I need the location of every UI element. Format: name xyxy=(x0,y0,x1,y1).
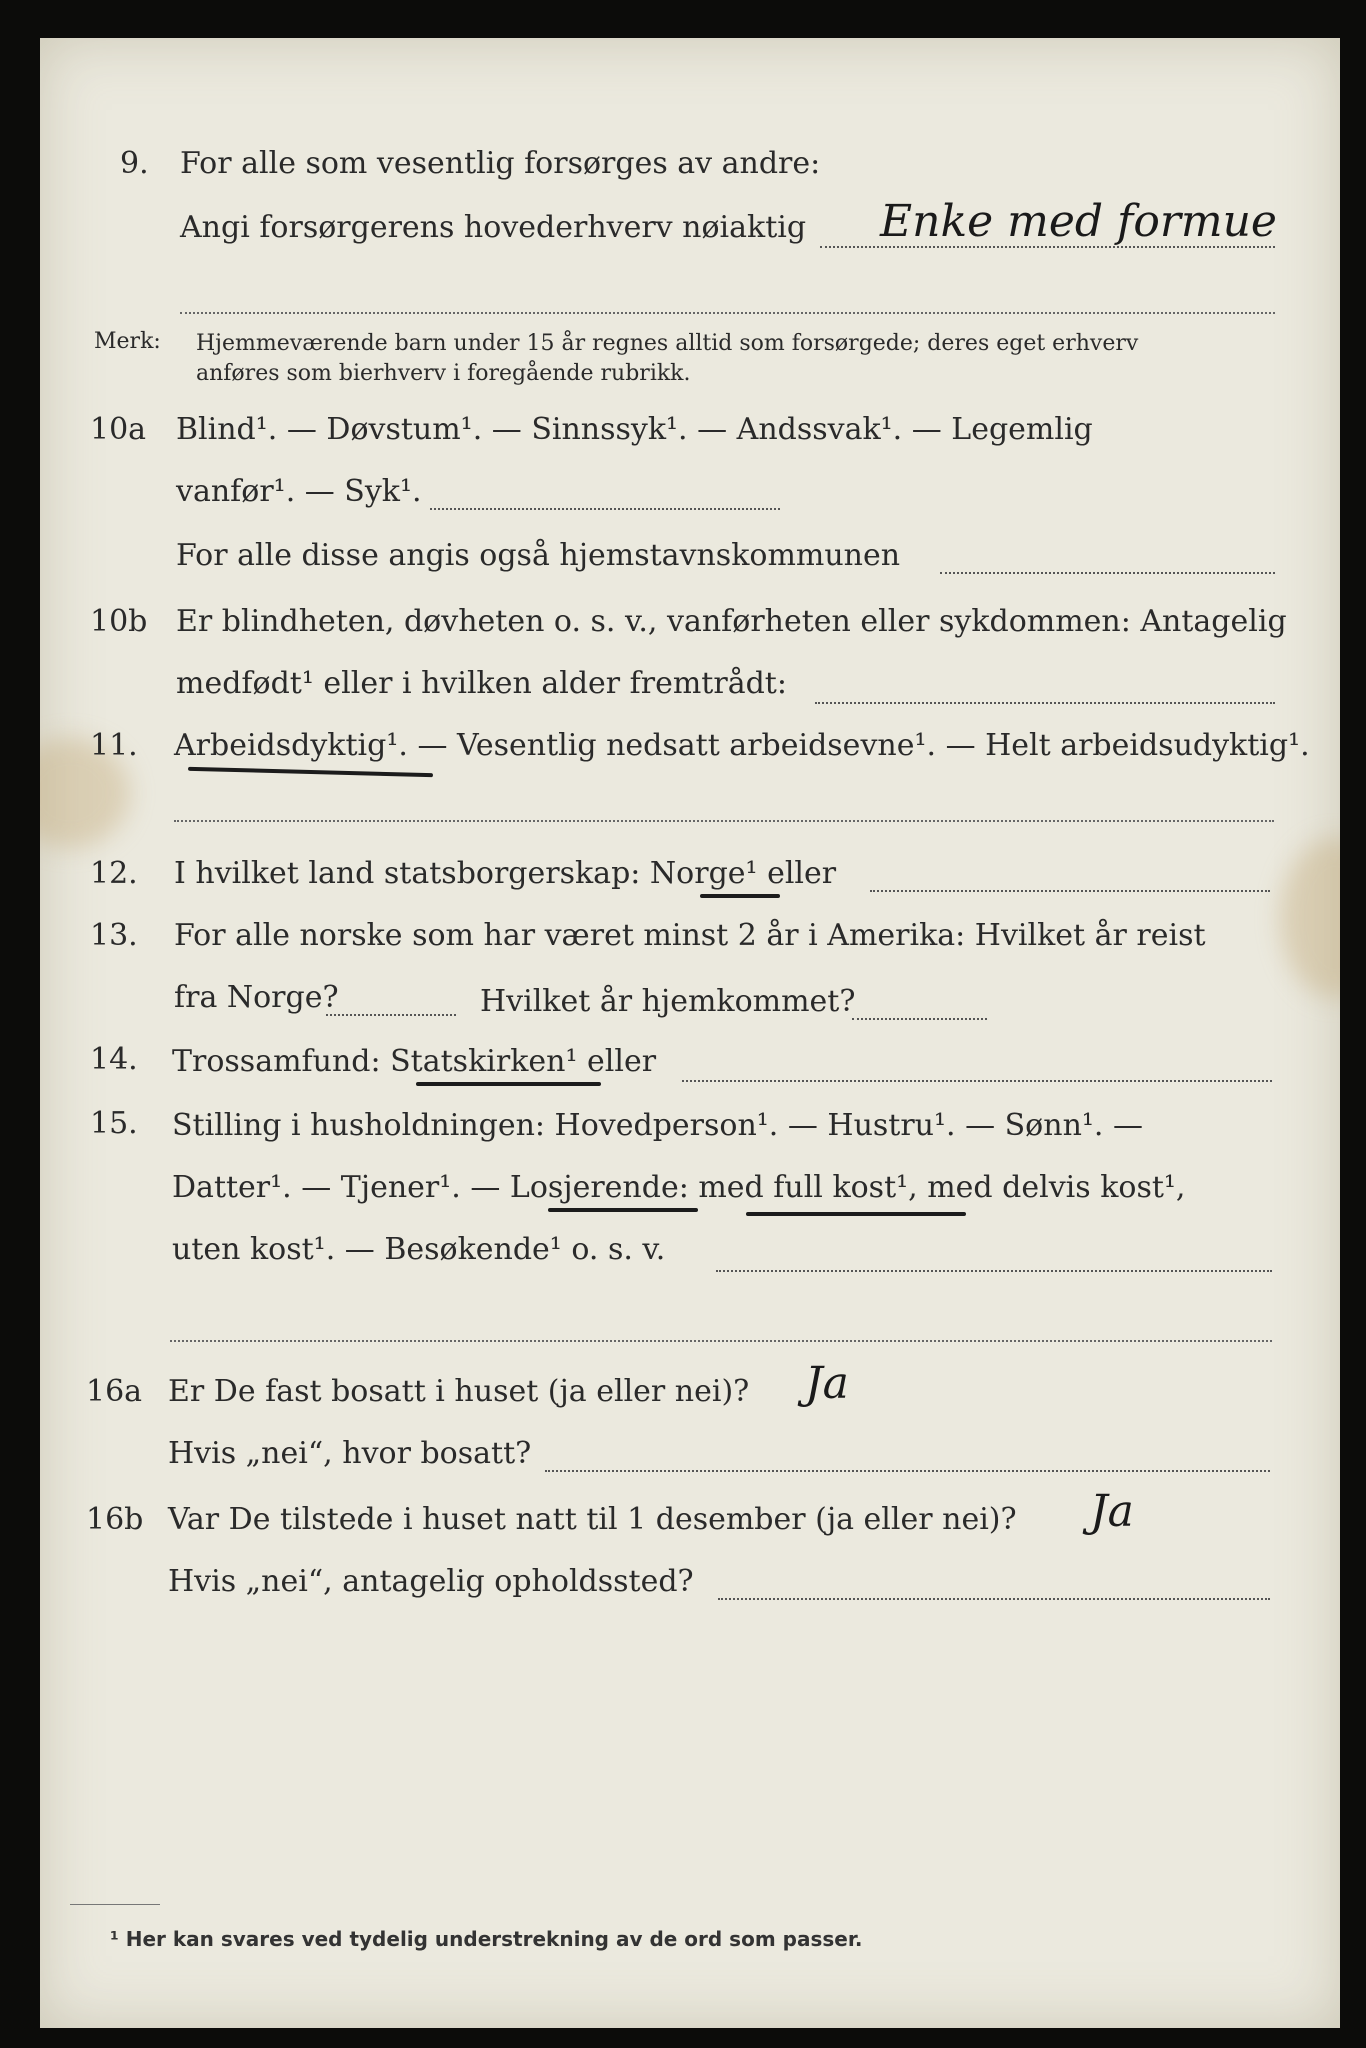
q11-extra-line xyxy=(174,820,1274,822)
q11-underline-arbeidsdyktig xyxy=(188,767,433,777)
q12-line1: I hvilket land statsborgerskap: Norge¹ eller xyxy=(174,856,837,891)
q9-answer: Enke med formue xyxy=(880,196,1277,247)
q15-line1: Stilling i husholdningen: Hovedperson¹. — Hustru¹. — Sønn¹. — xyxy=(172,1108,1143,1143)
q15-underline-losjerende xyxy=(548,1208,698,1212)
merk-line1: Hjemmeværende barn under 15 år regnes alltid som forsørgede; deres eget erhverv xyxy=(196,331,1139,356)
q13-line1: For alle norske som har været minst 2 år i Amerika: Hvilket år reist xyxy=(174,918,1206,953)
footnote-separator xyxy=(70,1904,160,1905)
paper-stain xyxy=(1280,838,1340,998)
merk-line2: anføres som bierhverv i foregående rubrikk. xyxy=(196,361,691,386)
q12-number: 12. xyxy=(90,856,138,891)
q15-extra-line xyxy=(170,1340,1272,1342)
q13-year-back-line xyxy=(852,1018,987,1020)
footnote: ¹ Her kan svares ved tydelig understrekning av de ord som passer. xyxy=(110,1927,863,1951)
q12-answer-line xyxy=(870,890,1270,892)
census-form-page xyxy=(40,38,1340,2028)
q13-line2a: fra Norge? xyxy=(174,980,339,1015)
q10a-answer-line xyxy=(940,572,1275,574)
q10b-answer-line xyxy=(815,702,1275,704)
q13-year-out-line xyxy=(326,1014,456,1016)
q10a-number: 10a xyxy=(90,412,147,447)
q15-line2: Datter¹. — Tjener¹. — Losjerende: med full kost¹, med delvis kost¹, xyxy=(172,1170,1186,1205)
q10a-line1: Blind¹. — Døvstum¹. — Sinnssyk¹. — Andssvak¹. — Legemlig xyxy=(176,412,1093,447)
q16b-line2: Hvis „nei“, antagelig opholdssted? xyxy=(168,1564,694,1599)
q16b-answer: Ja xyxy=(1090,1486,1134,1537)
q14-answer-line xyxy=(682,1080,1272,1082)
q14-number: 14. xyxy=(90,1042,138,1077)
merk-label: Merk: xyxy=(94,329,161,354)
q11-line1: Arbeidsdyktig¹. — Vesentlig nedsatt arbeidsevne¹. — Helt arbeidsudyktig¹. xyxy=(174,728,1310,763)
q9-line2: Angi forsørgerens hovederhverv nøiaktig xyxy=(180,210,807,245)
q9-extra-line xyxy=(180,312,1275,314)
q15-underline-full-kost xyxy=(746,1212,966,1216)
q9-number: 9. xyxy=(120,146,149,181)
q15-number: 15. xyxy=(90,1106,138,1141)
q16b-line1: Var De tilstede i huset natt til 1 desember (ja eller nei)? xyxy=(168,1502,1017,1537)
q15-line3: uten kost¹. — Besøkende¹ o. s. v. xyxy=(172,1232,666,1267)
q16a-answer-line xyxy=(545,1470,1270,1472)
q9-line1: For alle som vesentlig forsørges av andre: xyxy=(180,146,821,181)
q14-underline-statskirken xyxy=(416,1082,601,1086)
q10b-line2: medfødt¹ eller i hvilken alder fremtrådt: xyxy=(176,666,787,701)
q16a-number: 16a xyxy=(86,1374,143,1409)
q12-underline-norge xyxy=(700,894,780,898)
q10a-syk-line xyxy=(430,508,780,510)
q16b-answer-line xyxy=(718,1598,1270,1600)
q11-number: 11. xyxy=(90,728,138,763)
q10b-number: 10b xyxy=(90,604,148,639)
q16b-number: 16b xyxy=(86,1502,144,1537)
q16a-line1: Er De fast bosatt i huset (ja eller nei)? xyxy=(168,1374,750,1409)
q14-line1: Trossamfund: Statskirken¹ eller xyxy=(172,1044,657,1079)
q13-number: 13. xyxy=(90,918,138,953)
q10a-line2: vanfør¹. — Syk¹. xyxy=(176,474,422,509)
q16a-line2: Hvis „nei“, hvor bosatt? xyxy=(168,1436,532,1471)
q13-line2b: Hvilket år hjemkommet? xyxy=(480,984,856,1019)
q16a-answer: Ja xyxy=(805,1358,849,1409)
q10b-line1: Er blindheten, døvheten o. s. v., vanførheten eller sykdommen: Antagelig xyxy=(176,604,1287,639)
q15-answer-line xyxy=(716,1270,1272,1272)
q10a-line3: For alle disse angis også hjemstavnskommunen xyxy=(176,538,901,573)
